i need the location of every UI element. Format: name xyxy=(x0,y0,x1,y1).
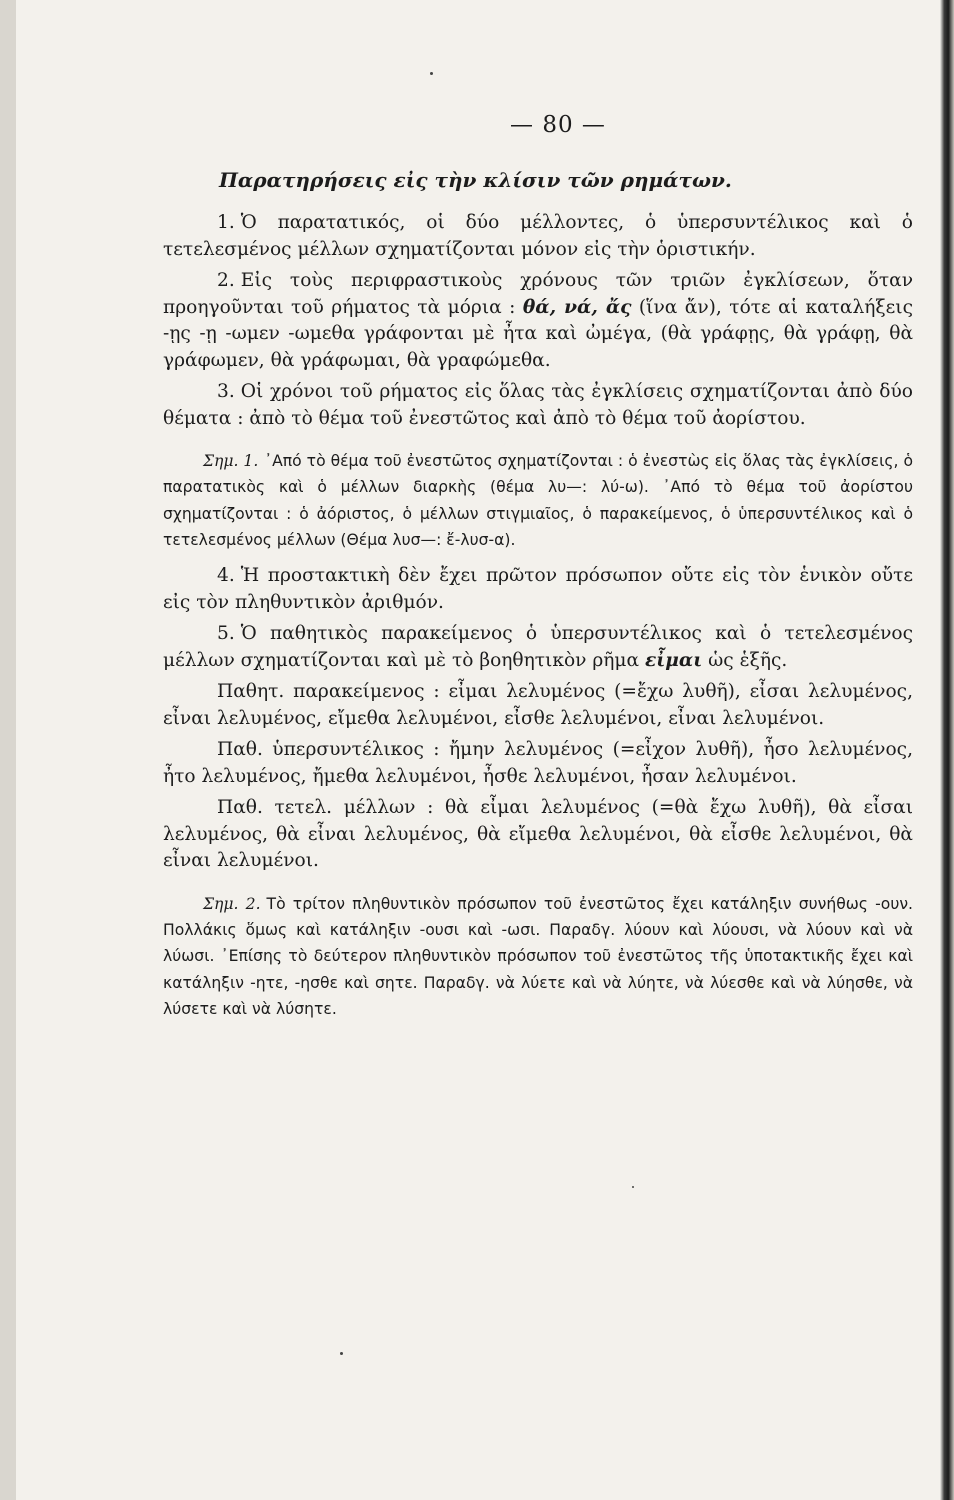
paragraph-2 xyxy=(163,268,913,374)
page-content xyxy=(163,112,913,1032)
passive-pluperfect: Παθ. ὑπερσυντέλικος : ἤμην λελυμένος (=εἶχον λυθῆ), ἦσο λελυμένος, ἦτο λελυμένος, ἤμεθα λελυμένοι, ἦσθε λελυμένοι, ἦσαν λελυμένοι. xyxy=(163,739,913,787)
paragraph-number: 1. xyxy=(217,212,235,233)
note-label: Σημ. 2. xyxy=(203,894,261,913)
passive-perfect: Παθητ. παρακείμενος : εἶμαι λελυμένος (=ἔχω λυθῆ), εἶσαι λελυμένος, εἶναι λελυμένος, εἴμεθα λελυμένοι, εἶσθε λελυμένοι, εἶναι λελυμένοι. xyxy=(163,681,913,729)
paragraph-text: ὡς ἑξῆς. xyxy=(708,649,788,671)
paragraph-text: Ὁ παρατατικός, οἱ δύο μέλλοντες, ὁ ὑπερσυντέλικος καὶ ὁ τετελεσμένος μέλλων σχηματίζονται μόνον εἰς τὴν ὁριστικήν. xyxy=(163,212,913,260)
note-text: Τὸ τρίτον πληθυντικὸν πρόσωπον τοῦ ἐνεστῶτος ἔχει κατάληξιν συνήθως -ουν. Πολλάκις ὅμως καὶ κατάληξιν -ουσι καὶ -ωσι. Παραδγ. λύουν καὶ λύουσι, νὰ λύουν καὶ νὰ λύωσι. ᾿Επίσης τὸ δεύτερον πληθυντικὸν πρόσωπον τοῦ ἐνεστῶτος τῆς ὑποτακτικῆς ἔχει καὶ κατάληξιν -ητε, -ησθε καὶ σητε. Παραδγ. νὰ λύετε καὶ νὰ λύητε, νὰ λύεσθε καὶ νὰ λύησθε, νὰ λύσετε καὶ νὰ λύσητε. xyxy=(163,894,914,1018)
dust-speck xyxy=(430,72,433,75)
paragraph-number: 2. xyxy=(217,270,235,291)
passive-future-perfect: Παθ. τετελ. μέλλων : θὰ εἶμαι λελυμένος (=θὰ ἔχω λυθῆ), θὰ εἶσαι λελυμένος, θὰ εἶναι λελυμένος, θὰ εἴμεθα λελυμένοι, θὰ εἶσθε λελυμένοι, θὰ εἶναι λελυμένοι. xyxy=(163,797,913,872)
paragraph-text: (ἵνα ἄν), τότε αἱ καταλήξεις -ῃς -ῃ -ωμεν -ωμεθα γράφονται μὲ ἦτα καὶ ὠμέγα, (θὰ γράφῃς, θὰ γράφῃ, θὰ γράφωμεν, θὰ γράφωμαι, θὰ γραφώμεθα. xyxy=(163,296,913,371)
paragraph-number: 5. xyxy=(217,623,235,645)
note-label: Σημ. 1. xyxy=(203,452,259,470)
note-2 xyxy=(163,891,913,1022)
dust-speck xyxy=(632,1186,634,1188)
page-binding-edge xyxy=(940,0,954,1500)
paragraph-text: Ἡ προστακτικὴ δὲν ἔχει πρῶτον πρόσωπον οὔτε εἰς τὸν ἑνικὸν οὔτε εἰς τὸν πληθυντικὸν ἀριθμόν. xyxy=(163,565,913,613)
paragraph-1 xyxy=(163,210,913,263)
paragraph-text: Ὁ παθητικὸς παρακείμενος ὁ ὑπερσυντέλικος καὶ ὁ τετελεσμένος μέλλων σχηματίζονται καὶ μὲ τὸ βοηθητικὸν ρῆμα xyxy=(163,623,913,671)
note-1 xyxy=(163,448,913,553)
paragraph-number: 3. xyxy=(217,381,235,402)
note-text: ᾿Από τὸ θέμα τοῦ ἐνεστῶτος σχηματίζονται : ὁ ἐνεστὼς εἰς ὅλας τὰς ἐγκλίσεις, ὁ παρατατικὸς καὶ ὁ μέλλων διαρκὴς (θέμα λυ—: λύ-ω). ᾿Από τὸ θέμα τοῦ ἀορίστου σχηματίζονται : ὁ ἀόριστος, ὁ μέλλων στιγμιαῖος, ὁ παρακείμενος, ὁ ὑπερσυντέλικος καὶ ὁ τετελεσμένος μέλλων (Θέμα λυσ—: ἔ-λυσ-α). xyxy=(163,452,913,549)
verb-emphasis: εἶμαι xyxy=(645,649,703,671)
section-heading: Παρατηρήσεις εἰς τὴν κλίσιν τῶν ρημάτων. xyxy=(219,168,732,192)
paragraph-5 xyxy=(163,621,913,674)
paragraph-text: Εἰς τοὺς περιφραστικοὺς χρόνους τῶν τριῶν ἐγκλίσεων, ὅταν προηγοῦνται τοῦ ρήματος τὰ μόρια : xyxy=(163,270,913,318)
paragraph-text: Οἱ χρόνοι τοῦ ρήματος εἰς ὅλας τὰς ἐγκλίσεις σχηματίζονται ἀπὸ δύο θέματα : ἀπὸ τὸ θέμα τοῦ ἐνεστῶτος καὶ ἀπὸ τὸ θέμα τοῦ ἀορίστου. xyxy=(163,381,913,429)
paragraph-number: 4. xyxy=(217,565,235,587)
page-number: — 80 — xyxy=(510,112,606,138)
paragraph-4 xyxy=(163,563,913,616)
particles-emphasis: θά, νά, ἄς xyxy=(522,296,632,318)
dust-speck xyxy=(340,1352,343,1355)
page-left-margin xyxy=(0,0,16,1500)
paragraph-3 xyxy=(163,379,913,432)
